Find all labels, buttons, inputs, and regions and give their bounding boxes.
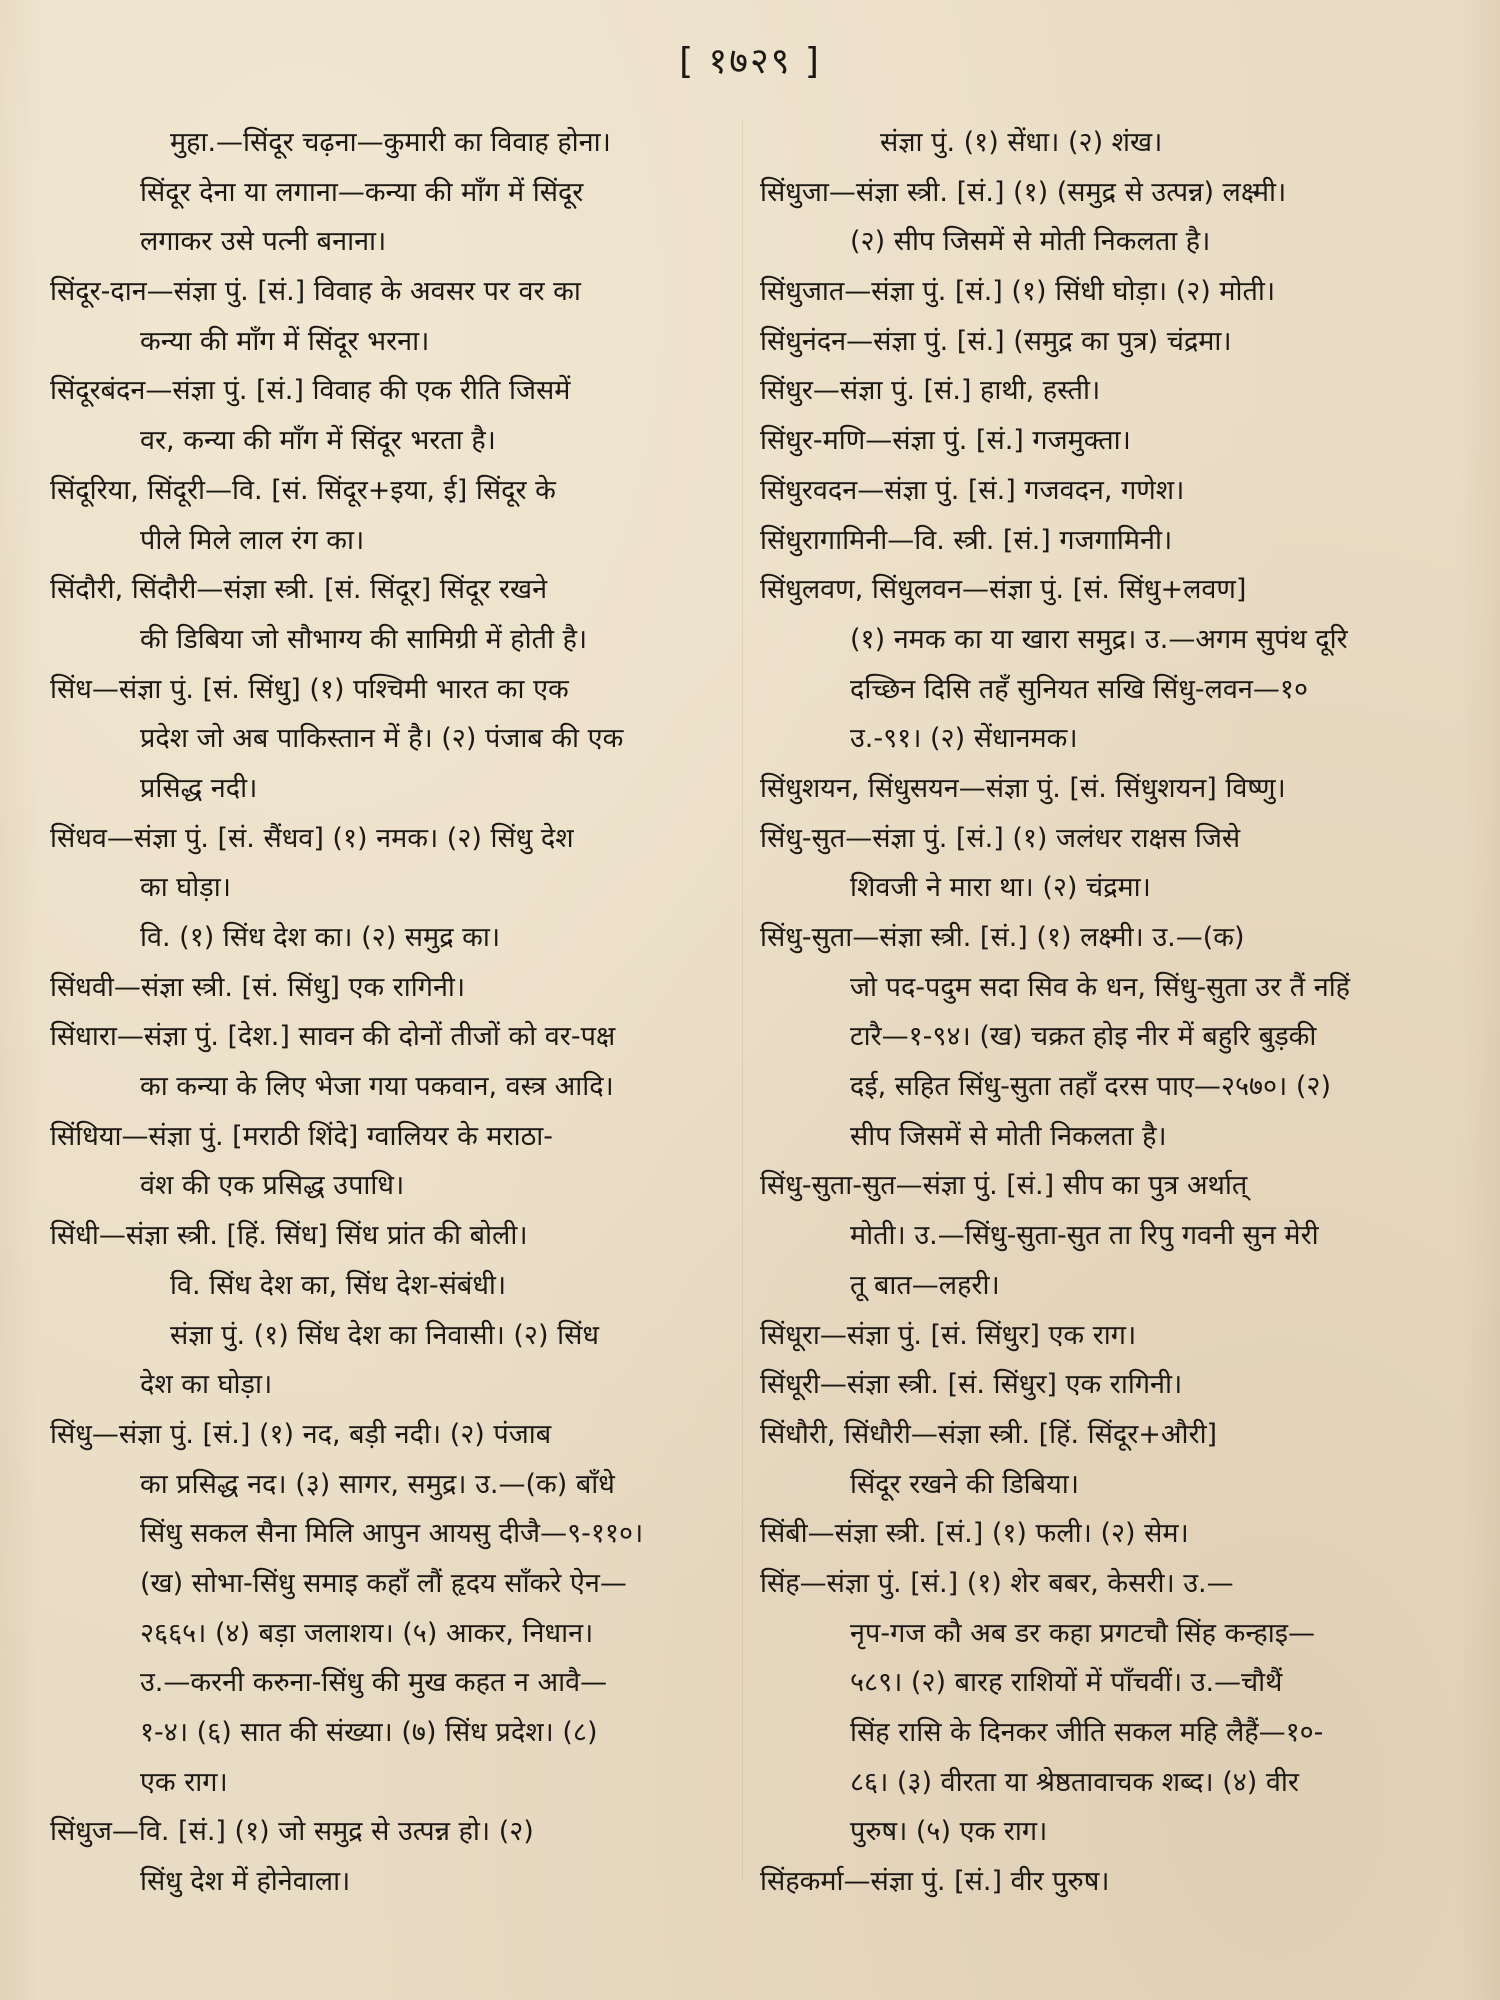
entry-line: (२) सीप जिसमें से मोती निकलता है। (850, 226, 1211, 258)
entry-headword-line: सिंधु—संज्ञा पुं. [सं.] (१) नद, बड़ी नदी। (२) पंजाब (50, 1418, 552, 1450)
entry-line: वर, कन्या की माँग में सिंदूर भरता है। (140, 425, 496, 457)
entry-headword-line: सिंधिया—संज्ञा पुं. [मराठी शिंदे] ग्वालियर के मराठा- (50, 1120, 554, 1152)
entry-line: एक राग। (140, 1766, 228, 1798)
entry-headword-line: सिंधुजा—संज्ञा स्त्री. [सं.] (१) (समुद्र से उत्पन्न) लक्ष्मी। (760, 176, 1287, 208)
entry-line: की डिबिया जो सौभाग्य की सामिग्री में होती है। (140, 623, 588, 655)
entry-line: सिंह रासि के दिनकर जीति सकल महि लैहैं—१०- (850, 1717, 1324, 1748)
entry-line: संज्ञा पुं. (१) सेंधा। (२) शंख। (880, 127, 1163, 158)
entry-headword-line: सिंधु-सुता—संज्ञा स्त्री. [सं.] (१) लक्ष्मी। उ.—(क) (760, 922, 1245, 953)
entry-headword-line: सिंदूरबंदन—संज्ञा पुं. [सं.] विवाह की एक रीति जिसमें (50, 375, 571, 407)
entry-line: प्रसिद्ध नदी। (140, 772, 258, 804)
entry-headword-line: सिंधूरी—संज्ञा स्त्री. [सं. सिंधुर] एक रागिनी। (760, 1369, 1183, 1401)
entry-line: शिवजी ने मारा था। (२) चंद्रमा। (850, 872, 1151, 904)
page-number: [ १७२९ ] (679, 41, 821, 82)
entry-line: प्रदेश जो अब पाकिस्तान में है। (२) पंजाब की एक (140, 723, 624, 755)
entry-line: ५८९। (२) बारह राशियों में पाँचवीं। उ.—चौथैं (850, 1667, 1283, 1699)
entry-line: उ.-९१। (२) सेंधानमक। (850, 723, 1078, 755)
entry-headword-line: सिंधारा—संज्ञा पुं. [देश.] सावन की दोनों तीजों को वर-पक्ष (50, 1021, 616, 1053)
entry-line: पुरुष। (५) एक राग। (850, 1816, 1048, 1848)
entry-line: सिंदूर देना या लगाना—कन्या की माँग में सिंदूर (140, 176, 584, 208)
entry-line: सिंदूर रखने की डिबिया। (850, 1468, 1079, 1500)
entry-line: दई, सहित सिंधु-सुता तहाँ दरस पाए—२५७०। (२) (850, 1071, 1331, 1103)
entry-headword-line: सिंह—संज्ञा पुं. [सं.] (१) शेर बबर, केसरी। उ.— (760, 1567, 1234, 1599)
left-column (50, 118, 740, 1907)
entry-headword-line: सिंधुज—वि. [सं.] (१) जो समुद्र से उत्पन्न हो। (२) (50, 1816, 534, 1848)
entry-line: ८६। (३) वीरता या श्रेष्ठतावाचक शब्द। (४) वीर (850, 1766, 1299, 1798)
entry-line: नृप-गज कौ अब डर कहा प्रगटचौ सिंह कन्हाइ— (850, 1617, 1315, 1649)
entry-headword-line: सिंहकर्मा—संज्ञा पुं. [सं.] वीर पुरुष। (760, 1866, 1110, 1898)
entry-headword-line: सिंधुर-मणि—संज्ञा पुं. [सं.] गजमुक्ता। (760, 425, 1131, 457)
entry-line: कन्या की माँग में सिंदूर भरना। (140, 325, 430, 357)
entry-headword-line: सिंबी—संज्ञा स्त्री. [सं.] (१) फली। (२) सेम। (760, 1518, 1189, 1550)
entry-headword-line: सिंधवी—संज्ञा स्त्री. [सं. सिंधु] एक रागिनी। (50, 971, 466, 1003)
entry-headword-line: सिंधु-सुत—संज्ञा पुं. [सं.] (१) जलंधर राक्षस जिसे (760, 822, 1241, 854)
entry-line: सिंधु सकल सैना मिलि आपुन आयसु दीजै—९-११०। (140, 1518, 644, 1550)
entry-line: दच्छिन दिसि तहँ सुनियत सखि सिंधु-लवन—१० (850, 673, 1308, 705)
entry-line: का घोड़ा। (140, 872, 231, 904)
entry-line: वि. (१) सिंध देश का। (२) समुद्र का। (140, 922, 501, 953)
entry-headword-line: सिंधु-सुता-सुत—संज्ञा पुं. [सं.] सीप का पुत्र अर्थात् (760, 1170, 1248, 1202)
entry-line: जो पद-पदुम सदा सिव के धन, सिंधु-सुता उर तैं नहिं (850, 971, 1351, 1003)
entry-headword-line: सिंधुर—संज्ञा पुं. [सं.] हाथी, हस्ती। (760, 375, 1101, 407)
entry-headword-line: सिंधी—संज्ञा स्त्री. [हिं. सिंध] सिंध प्रांत की बोली। (50, 1220, 528, 1252)
entry-line: १-४। (६) सात की संख्या। (७) सिंध प्रदेश। (८) (140, 1717, 598, 1748)
entry-line: का कन्या के लिए भेजा गया पकवान, वस्त्र आदि। (140, 1071, 614, 1103)
entry-line: मोती। उ.—सिंधु-सुता-सुत ता रिपु गवनी सुन मेरी (850, 1220, 1319, 1252)
entry-line: का प्रसिद्ध नद। (३) सागर, समुद्र। उ.—(क) बाँधे (140, 1468, 615, 1500)
entry-line: सिंधु देश में होनेवाला। (140, 1866, 351, 1898)
column-gutter (742, 120, 743, 1880)
entry-line: उ.—करनी करुना-सिंधु की मुख कहत न आवै— (140, 1667, 608, 1699)
entry-headword-line: सिंदूर-दान—संज्ञा पुं. [सं.] विवाह के अवसर पर वर का (50, 276, 581, 308)
entry-line: (ख) सोभा-सिंधु समाइ कहाँ लौं हृदय साँकरे ऐन— (140, 1567, 627, 1599)
entry-line: वंश की एक प्रसिद्ध उपाधि। (140, 1170, 405, 1202)
right-column (760, 118, 1450, 1907)
entry-line: लगाकर उसे पत्नी बनाना। (140, 226, 387, 258)
entry-line: देश का घोड़ा। (140, 1369, 273, 1401)
entry-headword-line: सिंधुनंदन—संज्ञा पुं. [सं.] (समुद्र का पुत्र) चंद्रमा। (760, 325, 1232, 357)
entry-headword-line: सिंधुलवण, सिंधुलवन—संज्ञा पुं. [सं. सिंधु+लवण] (760, 574, 1247, 606)
entry-line: सीप जिसमें से मोती निकलता है। (850, 1120, 1167, 1152)
entry-headword-line: सिंधौरी, सिंधौरी—संज्ञा स्त्री. [हिं. सिंदूर+औरी] (760, 1418, 1218, 1450)
entry-headword-line: सिंधूरा—संज्ञा पुं. [सं. सिंधुर] एक राग। (760, 1319, 1137, 1351)
entry-headword-line: सिंदौरी, सिंदौरी—संज्ञा स्त्री. [सं. सिंदूर] सिंदूर रखने (50, 574, 548, 606)
entry-line: (१) नमक का या खारा समुद्र। उ.—अगम सुपंथ दूरि (850, 623, 1348, 655)
entry-headword-line: सिंधुजात—संज्ञा पुं. [सं.] (१) सिंधी घोड़ा। (२) मोती। (760, 276, 1276, 308)
entry-line: संज्ञा पुं. (१) सिंध देश का निवासी। (२) सिंध (170, 1319, 599, 1351)
entry-headword-line: सिंधव—संज्ञा पुं. [सं. सैंधव] (१) नमक। (२) सिंधु देश (50, 822, 574, 854)
entry-line: तू बात—लहरी। (850, 1269, 1000, 1301)
entry-headword-line: सिंदूरिया, सिंदूरी—वि. [सं. सिंदूर+इया, ई] सिंदूर के (50, 474, 556, 506)
entry-line: पीले मिले लाल रंग का। (140, 524, 365, 556)
entry-line: मुहा.—सिंदूर चढ़ना—कुमारी का विवाह होना। (170, 127, 611, 158)
entry-line: २६६५। (४) बड़ा जलाशय। (५) आकर, निधान। (140, 1617, 594, 1649)
entry-headword-line: सिंध—संज्ञा पुं. [सं. सिंधु] (१) पश्चिमी भारत का एक (50, 673, 569, 705)
entry-line: वि. सिंध देश का, सिंध देश-संबंधी। (170, 1269, 507, 1301)
entry-headword-line: सिंधुरागामिनी—वि. स्त्री. [सं.] गजगामिनी। (760, 524, 1173, 556)
entry-headword-line: सिंधुशयन, सिंधुसयन—संज्ञा पुं. [सं. सिंधुशयन] विष्णु। (760, 772, 1286, 804)
entry-headword-line: सिंधुरवदन—संज्ञा पुं. [सं.] गजवदन, गणेश। (760, 474, 1185, 506)
entry-line: टारै—१-९४। (ख) चक्रत होइ नीर में बहुरि बुड़की (850, 1021, 1317, 1053)
